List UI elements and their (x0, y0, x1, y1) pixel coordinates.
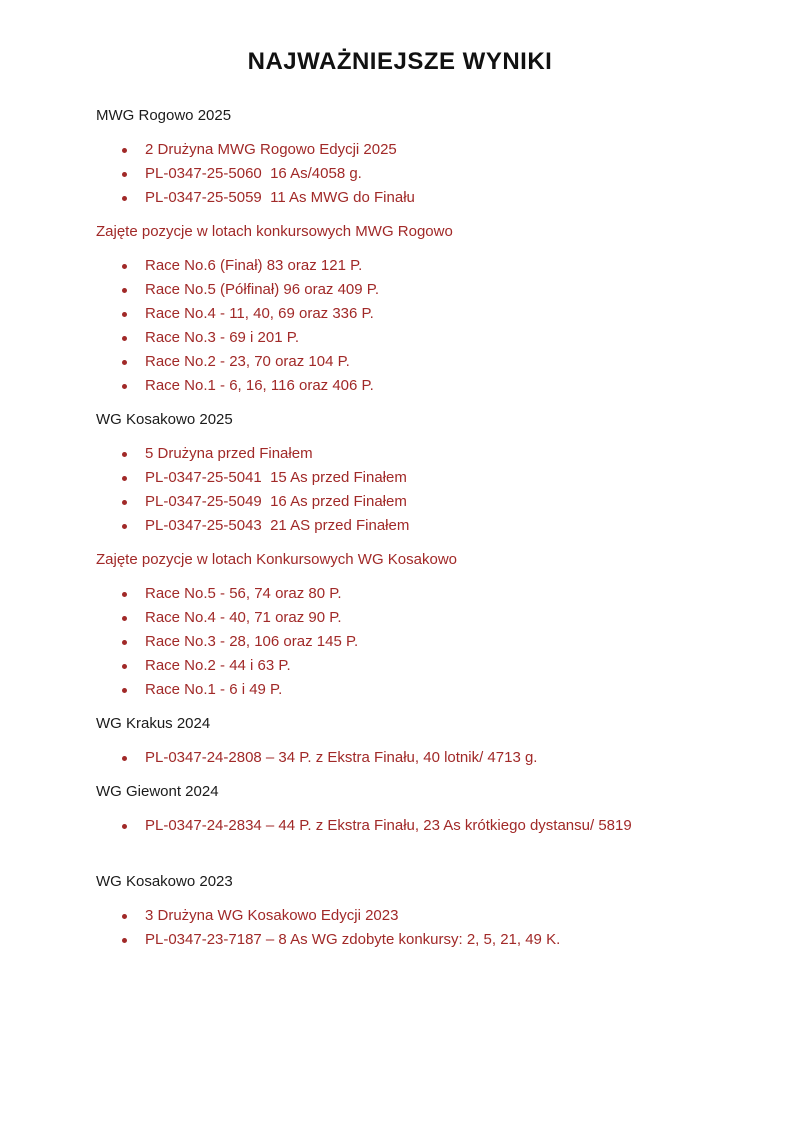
section-heading: Zajęte pozycje w lotach konkursowych MWG Rogowo (96, 223, 453, 240)
section (96, 548, 704, 702)
section-heading: WG Krakus 2024 (96, 715, 211, 732)
list-item (96, 186, 704, 210)
bullet-icon (122, 592, 127, 597)
list-item (96, 606, 704, 630)
section-heading: WG Kosakowo 2023 (96, 873, 233, 890)
bullet-icon (122, 148, 127, 153)
list-item (96, 254, 704, 278)
list-item (96, 904, 704, 928)
section-heading: WG Kosakowo 2025 (96, 411, 233, 428)
bullet-icon (122, 336, 127, 341)
bullet-icon (122, 938, 127, 943)
section (96, 780, 704, 838)
list-item (96, 814, 704, 838)
list-item-text: PL-0347-25-5060 16 As/4058 g. (145, 165, 362, 182)
section (96, 220, 704, 398)
section (96, 712, 704, 770)
document-body (96, 104, 704, 952)
section-heading: Zajęte pozycje w lotach Konkursowych WG Kosakowo (96, 551, 457, 568)
list-item-text: Race No.5 - 56, 74 oraz 80 P. (145, 585, 342, 602)
section (96, 104, 704, 210)
list-item-text: PL-0347-25-5043 21 AS przed Finałem (145, 517, 410, 534)
section (96, 408, 704, 538)
list-item (96, 302, 704, 326)
list-item (96, 278, 704, 302)
bullet-icon (122, 616, 127, 621)
list-item-text: Race No.5 (Półfinał) 96 oraz 409 P. (145, 281, 380, 298)
bullet-icon (122, 524, 127, 529)
list-item-text: Race No.4 - 11, 40, 69 oraz 336 P. (145, 305, 374, 322)
bullet-icon (122, 196, 127, 201)
bullet-icon (122, 664, 127, 669)
list-item-text: Race No.2 - 44 i 63 P. (145, 657, 291, 674)
bullet-icon (122, 288, 127, 293)
list-item (96, 326, 704, 350)
list-item (96, 490, 704, 514)
bullet-icon (122, 914, 127, 919)
list-item-text: PL-0347-25-5041 15 As przed Finałem (145, 469, 407, 486)
list-item-text: 2 Drużyna MWG Rogowo Edycji 2025 (145, 141, 397, 158)
bullet-icon (122, 264, 127, 269)
bullet-icon (122, 312, 127, 317)
bullet-icon (122, 476, 127, 481)
bullet-icon (122, 756, 127, 761)
list-item-text: Race No.3 - 28, 106 oraz 145 P. (145, 633, 359, 650)
bullet-icon (122, 688, 127, 693)
list-item-text: 5 Drużyna przed Finałem (145, 445, 313, 462)
document-title: NAJWAŻNIEJSZE WYNIKI (247, 48, 553, 75)
bullet-icon (122, 360, 127, 365)
list-item-text: PL-0347-25-5049 16 As przed Finałem (145, 493, 407, 510)
list-item-text: Race No.1 - 6 i 49 P. (145, 681, 283, 698)
list-item-text: PL-0347-23-7187 – 8 As WG zdobyte konkursy: 2, 5, 21, 49 K. (145, 931, 561, 948)
bullet-list (96, 254, 704, 398)
list-item (96, 514, 704, 538)
list-item (96, 582, 704, 606)
list-item-text: PL-0347-24-2808 – 34 P. z Ekstra Finału, 40 lotnik/ 4713 g. (145, 749, 538, 766)
bullet-icon (122, 172, 127, 177)
list-item-text: Race No.3 - 69 i 201 P. (145, 329, 299, 346)
bullet-list (96, 442, 704, 538)
list-item (96, 350, 704, 374)
list-item (96, 138, 704, 162)
section-heading: MWG Rogowo 2025 (96, 107, 232, 124)
bullet-list (96, 746, 704, 770)
list-item (96, 162, 704, 186)
section-heading: WG Giewont 2024 (96, 783, 219, 800)
bullet-icon (122, 452, 127, 457)
list-item (96, 928, 704, 952)
bullet-icon (122, 384, 127, 389)
list-item (96, 678, 704, 702)
list-item (96, 466, 704, 490)
list-item (96, 654, 704, 678)
bullet-icon (122, 500, 127, 505)
section (96, 870, 704, 952)
list-item (96, 746, 704, 770)
list-item-text: Race No.4 - 40, 71 oraz 90 P. (145, 609, 342, 626)
bullet-list (96, 904, 704, 952)
bullet-list (96, 814, 704, 838)
bullet-icon (122, 640, 127, 645)
list-item (96, 630, 704, 654)
bullet-list (96, 138, 704, 210)
list-item-text: Race No.6 (Finał) 83 oraz 121 P. (145, 257, 363, 274)
list-item (96, 442, 704, 466)
list-item-text: PL-0347-24-2834 – 44 P. z Ekstra Finału, 23 As krótkiego dystansu/ 5819 (145, 817, 632, 834)
list-item-text: 3 Drużyna WG Kosakowo Edycji 2023 (145, 907, 399, 924)
list-item-text: Race No.1 - 6, 16, 116 oraz 406 P. (145, 377, 374, 394)
list-item-text: PL-0347-25-5059 11 As MWG do Finału (145, 189, 415, 206)
list-item (96, 374, 704, 398)
bullet-list (96, 582, 704, 702)
bullet-icon (122, 824, 127, 829)
list-item-text: Race No.2 - 23, 70 oraz 104 P. (145, 353, 350, 370)
